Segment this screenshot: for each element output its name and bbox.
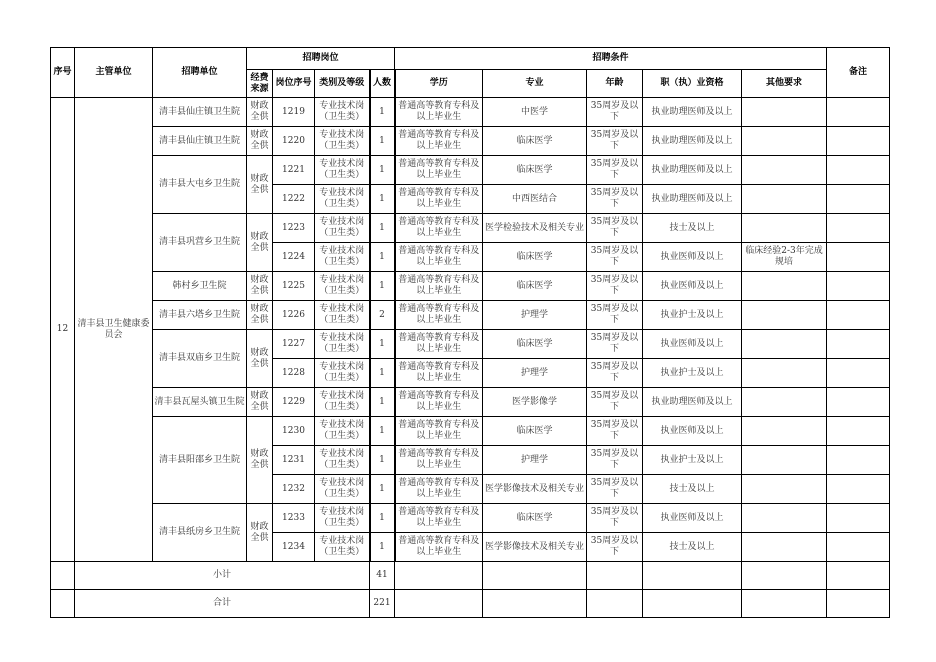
- header-unit: 招聘单位: [153, 48, 247, 98]
- remark: [827, 214, 890, 243]
- post-category: 专业技术岗（卫生类）: [315, 272, 370, 301]
- remark: [827, 243, 890, 272]
- major: 护理学: [483, 359, 587, 388]
- remark: [827, 533, 890, 562]
- table-row: [51, 388, 890, 417]
- post-category: 专业技术岗（卫生类）: [315, 214, 370, 243]
- major: 医学影像技术及相关专业: [483, 475, 587, 504]
- fund-source: 财政全供: [247, 127, 273, 156]
- other-requirement: [742, 417, 827, 446]
- age: 35周岁及以下: [587, 272, 643, 301]
- remark: [827, 504, 890, 533]
- unit-name: 清丰县大屯乡卫生院: [153, 156, 247, 214]
- education: 普通高等教育专科及以上毕业生: [395, 417, 483, 446]
- qualification: 执业护士及以上: [643, 301, 742, 330]
- education: 普通高等教育专科及以上毕业生: [395, 272, 483, 301]
- unit-name: 清丰县仙庄镇卫生院: [153, 98, 247, 127]
- post-no: 1223: [273, 214, 315, 243]
- major: 临床医学: [483, 156, 587, 185]
- post-category: 专业技术岗（卫生类）: [315, 446, 370, 475]
- age: 35周岁及以下: [587, 127, 643, 156]
- header-cond-group: 招聘条件: [395, 48, 827, 70]
- post-no: 1224: [273, 243, 315, 272]
- education: 普通高等教育专科及以上毕业生: [395, 301, 483, 330]
- post-category: 专业技术岗（卫生类）: [315, 504, 370, 533]
- other-requirement: [742, 272, 827, 301]
- remark: [827, 301, 890, 330]
- post-count: 1: [370, 214, 395, 243]
- remark: [827, 185, 890, 214]
- age: 35周岁及以下: [587, 214, 643, 243]
- education: 普通高等教育专科及以上毕业生: [395, 98, 483, 127]
- post-category: 专业技术岗（卫生类）: [315, 475, 370, 504]
- other-requirement: [742, 359, 827, 388]
- fund-source: 财政全供: [247, 330, 273, 388]
- qualification: 执业医师及以上: [643, 417, 742, 446]
- header-category: 类别及等级: [315, 70, 370, 98]
- education: 普通高等教育专科及以上毕业生: [395, 475, 483, 504]
- major: 中医学: [483, 98, 587, 127]
- major: 临床医学: [483, 417, 587, 446]
- age: 35周岁及以下: [587, 185, 643, 214]
- subtotal-value: 41: [370, 562, 395, 590]
- header-seq: 序号: [51, 48, 75, 98]
- age: 35周岁及以下: [587, 243, 643, 272]
- post-count: 1: [370, 156, 395, 185]
- education: 普通高等教育专科及以上毕业生: [395, 185, 483, 214]
- post-no: 1232: [273, 475, 315, 504]
- education: 普通高等教育专科及以上毕业生: [395, 243, 483, 272]
- age: 35周岁及以下: [587, 98, 643, 127]
- unit-name: 清丰县阳邵乡卫生院: [153, 417, 247, 504]
- table-row: [51, 272, 890, 301]
- post-count: 1: [370, 388, 395, 417]
- qualification: 执业助理医师及以上: [643, 185, 742, 214]
- qualification: 执业医师及以上: [643, 330, 742, 359]
- header-count: 人数: [370, 70, 395, 98]
- age: 35周岁及以下: [587, 417, 643, 446]
- remark: [827, 272, 890, 301]
- post-no: 1233: [273, 504, 315, 533]
- major: 医学检验技术及相关专业: [483, 214, 587, 243]
- unit-name: 清丰县巩营乡卫生院: [153, 214, 247, 272]
- recruitment-table: [50, 47, 890, 618]
- education: 普通高等教育专科及以上毕业生: [395, 156, 483, 185]
- post-no: 1227: [273, 330, 315, 359]
- post-no: 1222: [273, 185, 315, 214]
- post-count: 1: [370, 533, 395, 562]
- post-no: 1230: [273, 417, 315, 446]
- header-other: 其他要求: [742, 70, 827, 98]
- subtotal-label: 小计: [75, 562, 370, 590]
- fund-source: 财政全供: [247, 156, 273, 214]
- age: 35周岁及以下: [587, 330, 643, 359]
- education: 普通高等教育专科及以上毕业生: [395, 359, 483, 388]
- post-category: 专业技术岗（卫生类）: [315, 156, 370, 185]
- post-count: 1: [370, 446, 395, 475]
- remark: [827, 388, 890, 417]
- major: 护理学: [483, 301, 587, 330]
- table-row: [51, 417, 890, 446]
- qualification: 执业医师及以上: [643, 504, 742, 533]
- post-category: 专业技术岗（卫生类）: [315, 243, 370, 272]
- age: 35周岁及以下: [587, 475, 643, 504]
- post-no: 1221: [273, 156, 315, 185]
- unit-name: 清丰县瓦屋头镇卫生院: [153, 388, 247, 417]
- post-category: 专业技术岗（卫生类）: [315, 301, 370, 330]
- post-category: 专业技术岗（卫生类）: [315, 359, 370, 388]
- education: 普通高等教育专科及以上毕业生: [395, 533, 483, 562]
- total-label: 合计: [75, 590, 370, 618]
- fund-source: 财政全供: [247, 272, 273, 301]
- fund-source: 财政全供: [247, 417, 273, 504]
- post-no: 1219: [273, 98, 315, 127]
- remark: [827, 156, 890, 185]
- header-fund: 经费来源: [247, 70, 273, 98]
- post-category: 专业技术岗（卫生类）: [315, 388, 370, 417]
- qualification: 执业助理医师及以上: [643, 98, 742, 127]
- remark: [827, 330, 890, 359]
- qualification: 执业助理医师及以上: [643, 127, 742, 156]
- header-post-group: 招聘岗位: [247, 48, 395, 70]
- post-count: 1: [370, 98, 395, 127]
- post-count: 1: [370, 359, 395, 388]
- table-row: [51, 127, 890, 156]
- education: 普通高等教育专科及以上毕业生: [395, 446, 483, 475]
- major: 临床医学: [483, 127, 587, 156]
- table-row: [51, 156, 890, 185]
- post-count: 1: [370, 243, 395, 272]
- other-requirement: [742, 475, 827, 504]
- header-education: 学历: [395, 70, 483, 98]
- table-row: [51, 301, 890, 330]
- post-count: 1: [370, 330, 395, 359]
- unit-name: 清丰县双庙乡卫生院: [153, 330, 247, 388]
- age: 35周岁及以下: [587, 156, 643, 185]
- other-requirement: [742, 504, 827, 533]
- header-remark: 备注: [827, 48, 890, 98]
- qualification: 技士及以上: [643, 214, 742, 243]
- major: 医学影像学: [483, 388, 587, 417]
- other-requirement: [742, 533, 827, 562]
- major: 临床医学: [483, 504, 587, 533]
- unit-name: 韩村乡卫生院: [153, 272, 247, 301]
- table-row: [51, 214, 890, 243]
- post-no: 1228: [273, 359, 315, 388]
- post-category: 专业技术岗（卫生类）: [315, 185, 370, 214]
- post-no: 1229: [273, 388, 315, 417]
- remark: [827, 359, 890, 388]
- major: 临床医学: [483, 272, 587, 301]
- qualification: 技士及以上: [643, 475, 742, 504]
- header-post-no: 岗位序号: [273, 70, 315, 98]
- post-count: 1: [370, 475, 395, 504]
- post-count: 1: [370, 127, 395, 156]
- other-requirement: [742, 330, 827, 359]
- post-no: 1234: [273, 533, 315, 562]
- other-requirement: [742, 301, 827, 330]
- subtotal-row: [51, 562, 890, 590]
- major: 护理学: [483, 446, 587, 475]
- qualification: 执业医师及以上: [643, 243, 742, 272]
- education: 普通高等教育专科及以上毕业生: [395, 127, 483, 156]
- post-count: 1: [370, 185, 395, 214]
- remark: [827, 475, 890, 504]
- header-qualification: 职（执）业资格: [643, 70, 742, 98]
- header-age: 年龄: [587, 70, 643, 98]
- post-count: 1: [370, 504, 395, 533]
- age: 35周岁及以下: [587, 533, 643, 562]
- qualification: 执业护士及以上: [643, 446, 742, 475]
- post-no: 1225: [273, 272, 315, 301]
- age: 35周岁及以下: [587, 301, 643, 330]
- post-category: 专业技术岗（卫生类）: [315, 417, 370, 446]
- major: 医学影像技术及相关专业: [483, 533, 587, 562]
- post-category: 专业技术岗（卫生类）: [315, 330, 370, 359]
- fund-source: 财政全供: [247, 388, 273, 417]
- qualification: 执业助理医师及以上: [643, 156, 742, 185]
- unit-name: 清丰县纸房乡卫生院: [153, 504, 247, 562]
- total-value: 221: [370, 590, 395, 618]
- remark: [827, 446, 890, 475]
- major: 中西医结合: [483, 185, 587, 214]
- table-row: [51, 98, 890, 127]
- fund-source: 财政全供: [247, 214, 273, 272]
- unit-name: 清丰县仙庄镇卫生院: [153, 127, 247, 156]
- other-requirement: [742, 388, 827, 417]
- other-requirement: [742, 156, 827, 185]
- major: 临床医学: [483, 243, 587, 272]
- education: 普通高等教育专科及以上毕业生: [395, 388, 483, 417]
- fund-source: 财政全供: [247, 98, 273, 127]
- unit-name: 清丰县六塔乡卫生院: [153, 301, 247, 330]
- post-category: 专业技术岗（卫生类）: [315, 98, 370, 127]
- education: 普通高等教育专科及以上毕业生: [395, 330, 483, 359]
- post-category: 专业技术岗（卫生类）: [315, 533, 370, 562]
- post-no: 1226: [273, 301, 315, 330]
- post-count: 2: [370, 301, 395, 330]
- other-requirement: [742, 185, 827, 214]
- header-major: 专业: [483, 70, 587, 98]
- age: 35周岁及以下: [587, 504, 643, 533]
- group-dept: 清丰县卫生健康委员会: [75, 98, 153, 562]
- other-requirement: [742, 446, 827, 475]
- major: 临床医学: [483, 330, 587, 359]
- fund-source: 财政全供: [247, 301, 273, 330]
- remark: [827, 417, 890, 446]
- post-category: 专业技术岗（卫生类）: [315, 127, 370, 156]
- table-row: [51, 504, 890, 533]
- fund-source: 财政全供: [247, 504, 273, 562]
- qualification: 执业医师及以上: [643, 272, 742, 301]
- remark: [827, 127, 890, 156]
- age: 35周岁及以下: [587, 359, 643, 388]
- other-requirement: [742, 127, 827, 156]
- post-no: 1231: [273, 446, 315, 475]
- remark: [827, 98, 890, 127]
- post-no: 1220: [273, 127, 315, 156]
- table-row: [51, 330, 890, 359]
- other-requirement: [742, 214, 827, 243]
- education: 普通高等教育专科及以上毕业生: [395, 504, 483, 533]
- other-requirement: 临床经验2-3年完成规培: [742, 243, 827, 272]
- qualification: 技士及以上: [643, 533, 742, 562]
- total-row: [51, 590, 890, 618]
- qualification: 执业助理医师及以上: [643, 388, 742, 417]
- group-seq: 12: [51, 98, 75, 562]
- post-count: 1: [370, 417, 395, 446]
- other-requirement: [742, 98, 827, 127]
- education: 普通高等教育专科及以上毕业生: [395, 214, 483, 243]
- header-dept: 主管单位: [75, 48, 153, 98]
- qualification: 执业护士及以上: [643, 359, 742, 388]
- age: 35周岁及以下: [587, 388, 643, 417]
- age: 35周岁及以下: [587, 446, 643, 475]
- post-count: 1: [370, 272, 395, 301]
